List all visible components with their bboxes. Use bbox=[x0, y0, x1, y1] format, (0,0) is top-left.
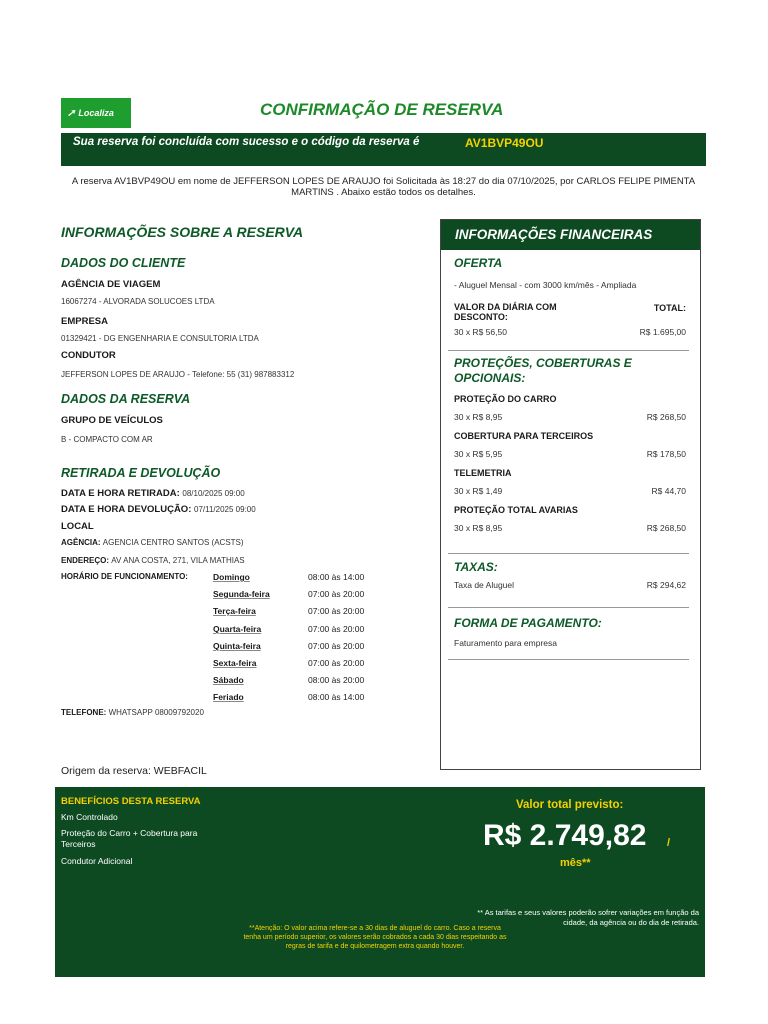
page-title: CONFIRMAÇÃO DE RESERVA bbox=[260, 100, 504, 119]
divider bbox=[448, 350, 689, 351]
phone-value: WHATSAPP 08009792020 bbox=[108, 708, 204, 717]
protection-label: COBERTURA PARA TERCEIROS bbox=[454, 431, 594, 441]
driver-label: CONDUTOR bbox=[61, 350, 116, 361]
pickup-datetime bbox=[61, 488, 245, 499]
daily-rate-total: R$ 1.695,00 bbox=[639, 327, 686, 337]
attention-note: **Atenção: O valor acima refere-se a 30 dias de aluguel do carro. Caso a reserva tenha um período superior, os valores serão cobrados a cada 30 dias respeitando as regras de tarifa e de quilometragem extra quando houver. bbox=[243, 925, 507, 950]
benefit-item: Condutor Adicional bbox=[61, 856, 133, 866]
protection-calc: 30 x R$ 8,95 bbox=[454, 523, 503, 533]
divider bbox=[448, 553, 689, 554]
total-estimate-value: R$ 2.749,82 bbox=[483, 819, 647, 852]
offer-description: - Aluguel Mensal - com 3000 km/mês - Ampliada bbox=[454, 280, 637, 290]
financial-title: INFORMAÇÕES FINANCEIRAS bbox=[441, 220, 700, 250]
divider bbox=[448, 659, 689, 660]
opening-hours-label: HORÁRIO DE FUNCIONAMENTO: bbox=[61, 572, 188, 581]
payment-value: Faturamento para empresa bbox=[454, 638, 557, 648]
protection-total: R$ 268,50 bbox=[646, 412, 686, 422]
phone-line bbox=[61, 708, 204, 717]
hours-day: Quinta-feira bbox=[213, 641, 261, 651]
phone-label: TELEFONE: bbox=[61, 708, 107, 717]
driver-value: JEFFERSON LOPES DE ARAUJO - Telefone: 55 (31) 987883312 bbox=[61, 370, 295, 379]
hours-time: 07:00 às 20:00 bbox=[308, 624, 365, 634]
reservation-code: AV1BVP49OU bbox=[465, 136, 544, 150]
return-datetime-value: 07/11/2025 09:00 bbox=[194, 505, 256, 514]
address-line bbox=[61, 556, 245, 565]
total-suffix-slash: / bbox=[667, 837, 671, 849]
protection-calc: 30 x R$ 5,95 bbox=[454, 449, 503, 459]
total-label: TOTAL: bbox=[653, 303, 686, 313]
agency-line bbox=[61, 538, 244, 547]
rental-fee-label: Taxa de Aluguel bbox=[454, 580, 515, 590]
hours-day: Quarta-feira bbox=[213, 624, 262, 634]
pickup-return-title: RETIRADA E DEVOLUÇÃO bbox=[61, 466, 221, 480]
hours-day: Feriado bbox=[213, 692, 244, 702]
protection-label: PROTEÇÃO TOTAL AVARIAS bbox=[454, 505, 578, 515]
hours-day: Domingo bbox=[213, 572, 250, 582]
return-datetime-label: DATA E HORA DEVOLUÇÃO: bbox=[61, 504, 192, 515]
daily-rate-calc: 30 x R$ 56,50 bbox=[454, 327, 507, 337]
fees-title: TAXAS: bbox=[454, 560, 498, 574]
reservation-data-title: DADOS DA RESERVA bbox=[61, 392, 191, 406]
agency-value: AGENCIA CENTRO SANTOS (ACSTS) bbox=[102, 538, 244, 547]
hours-time: 07:00 às 20:00 bbox=[308, 589, 365, 599]
rental-fee-value: R$ 294,62 bbox=[646, 580, 686, 590]
hours-time: 08:00 às 14:00 bbox=[308, 692, 365, 702]
reservation-origin: Origem da reserva: WEBFACIL bbox=[61, 765, 207, 777]
address-value: AV ANA COSTA, 271, VILA MATHIAS bbox=[111, 556, 245, 565]
agency-label: AGÊNCIA: bbox=[61, 538, 101, 547]
protection-total: R$ 178,50 bbox=[646, 449, 686, 459]
benefit-item: Km Controlado bbox=[61, 812, 118, 822]
hours-time: 07:00 às 20:00 bbox=[308, 658, 365, 668]
vehicle-group-label: GRUPO DE VEÍCULOS bbox=[61, 415, 163, 426]
financial-panel bbox=[440, 219, 701, 770]
hours-day: Sábado bbox=[213, 675, 244, 685]
confirmation-banner bbox=[61, 133, 706, 166]
protections-title: PROTEÇÕES, COBERTURAS E OPCIONAIS: bbox=[454, 356, 632, 385]
hours-time: 08:00 às 14:00 bbox=[308, 572, 365, 582]
pickup-datetime-label: DATA E HORA RETIRADA: bbox=[61, 488, 180, 499]
protection-total: R$ 44,70 bbox=[651, 486, 686, 496]
daily-rate-label: VALOR DA DIÁRIA COM DESCONTO: bbox=[454, 302, 557, 322]
travel-agency-label: AGÊNCIA DE VIAGEM bbox=[61, 279, 161, 290]
benefits-footer bbox=[55, 787, 705, 977]
location-label: LOCAL bbox=[61, 521, 94, 532]
protection-calc: 30 x R$ 1,49 bbox=[454, 486, 503, 496]
hours-day: Segunda-feira bbox=[213, 589, 270, 599]
payment-title: FORMA DE PAGAMENTO: bbox=[454, 616, 602, 630]
total-suffix: mês** bbox=[560, 857, 591, 869]
hours-day: Terça-feira bbox=[213, 606, 256, 616]
protection-total: R$ 268,50 bbox=[646, 523, 686, 533]
hours-time: 07:00 às 20:00 bbox=[308, 641, 365, 651]
benefits-title: BENEFÍCIOS DESTA RESERVA bbox=[61, 796, 201, 807]
hours-time: 08:00 às 20:00 bbox=[308, 675, 365, 685]
client-data-title: DADOS DO CLIENTE bbox=[61, 256, 186, 270]
offer-title: OFERTA bbox=[454, 256, 503, 270]
total-estimate-label: Valor total previsto: bbox=[516, 799, 624, 811]
protection-label: TELEMETRIA bbox=[454, 468, 512, 478]
benefit-item: Proteção do Carro + Cobertura para Terceiros bbox=[61, 828, 198, 849]
hours-time: 07:00 às 20:00 bbox=[308, 606, 365, 616]
protection-label: PROTEÇÃO DO CARRO bbox=[454, 394, 557, 404]
localiza-logo bbox=[61, 98, 131, 128]
reservation-info-title: INFORMAÇÕES SOBRE A RESERVA bbox=[61, 224, 304, 240]
return-datetime bbox=[61, 504, 256, 515]
logo-arrow-icon: ➚ bbox=[67, 107, 76, 119]
hours-day: Sexta-feira bbox=[213, 658, 257, 668]
vehicle-group-value: B - COMPACTO COM AR bbox=[61, 435, 153, 444]
intro-text: A reserva AV1BVP49OU em nome de JEFFERSON LOPES DE ARAUJO foi Solicitada às 18:27 do dia 07/10/2025, por CARLOS FELIPE PIMENTA MARTINS . Abaixo estão todos os detalhes. bbox=[71, 176, 696, 198]
company-value: 01329421 - DG ENGENHARIA E CONSULTORIA LTDA bbox=[61, 334, 259, 343]
tariff-note: ** As tarifas e seus valores poderão sofrer variações em função da cidade, da agência ou do dia de retirada. bbox=[477, 908, 699, 927]
banner-message: Sua reserva foi concluída com sucesso e o código da reserva é bbox=[73, 136, 420, 148]
travel-agency-value: 16067274 - ALVORADA SOLUCOES LTDA bbox=[61, 297, 215, 306]
company-label: EMPRESA bbox=[61, 316, 108, 327]
protection-calc: 30 x R$ 8,95 bbox=[454, 412, 503, 422]
pickup-datetime-value: 08/10/2025 09:00 bbox=[182, 489, 245, 498]
address-label: ENDEREÇO: bbox=[61, 556, 110, 565]
logo-text: Localiza bbox=[78, 108, 114, 118]
divider bbox=[448, 607, 689, 608]
